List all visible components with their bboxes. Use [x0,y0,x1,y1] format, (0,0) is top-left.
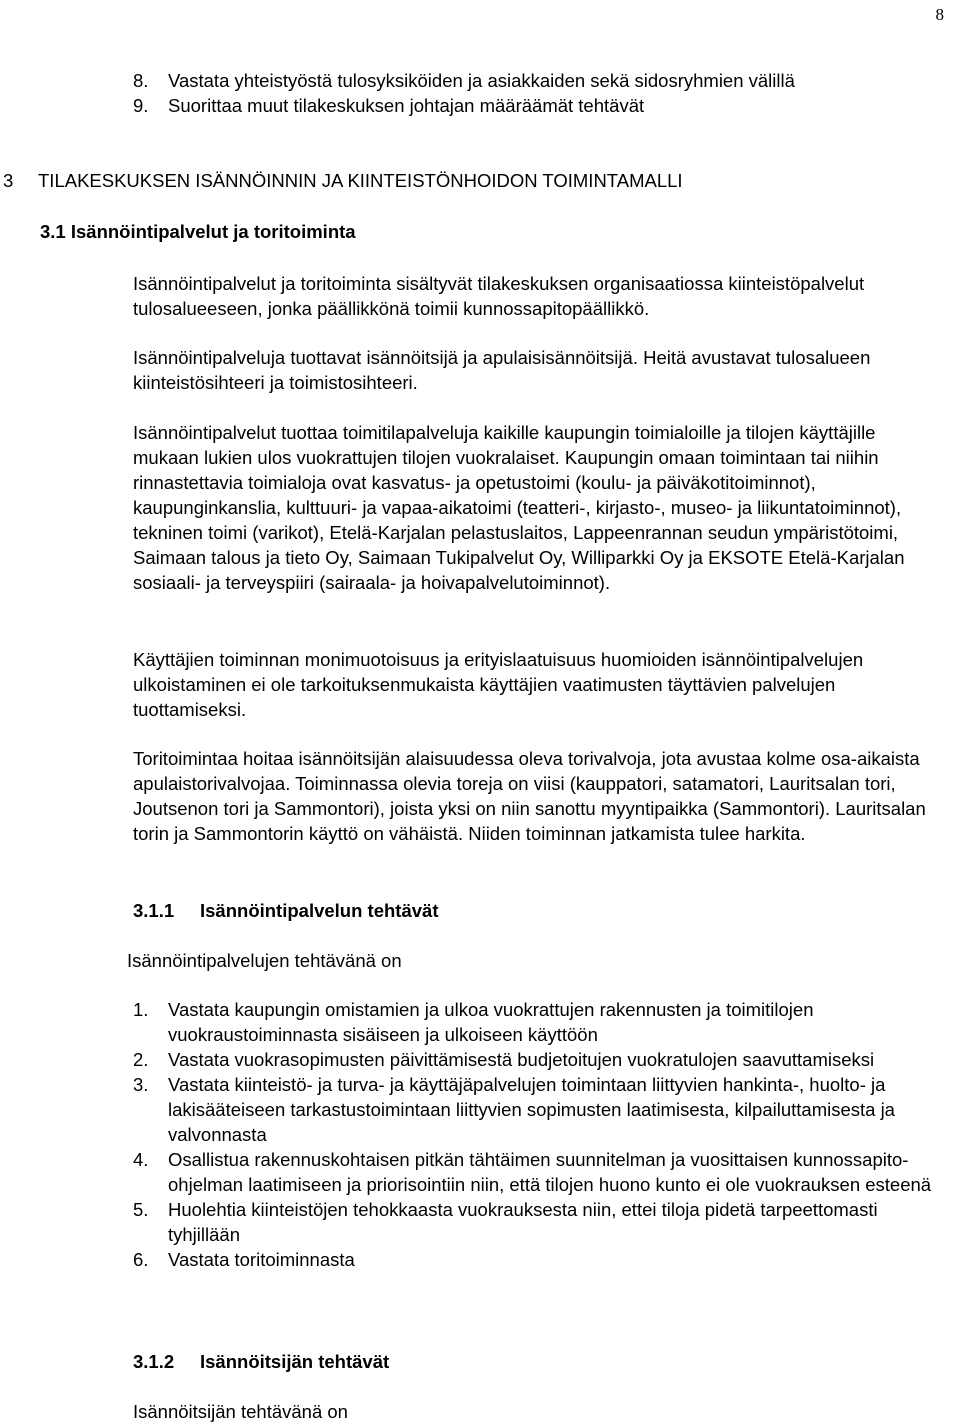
continued-task-list [133,68,933,118]
subsection-heading-1 [133,898,439,923]
paragraph-markets [133,746,933,846]
list-item [133,1247,933,1272]
list-item-text: Vastata kaupungin omistamien ja ulkoa vuokrattujen rakennusten ja toimitilojen vuokraustoiminnasta sisäiseen ja ulkoiseen käyttöön [168,999,814,1045]
paragraph-text: Isännöintipalvelut ja toritoiminta sisältyvät tilakeskuksen organisaatiossa kiinteistöpalvelut tulosalueeseen, jonka päällikkönä toimii kunnossapitopäällikkö. [133,273,865,319]
paragraph-text: Toritoimintaa hoitaa isännöitsijän alaisuudessa oleva torivalvoja, jota avustaa kolme osa-aikaista apulaistorivalvojaa. Toiminnassa olevia toreja on viisi (kauppatori, satamatori, Lauritsalan tori, Joutsenon tori ja Sammontori), joista yksi on niin sanottu myyntipaikka (Sammontori). Lauritsalan torin ja Sammontorin käyttö on vähäistä. Niiden toiminnan jatkamista tulee harkita. [133,748,926,844]
list-item [133,1197,933,1247]
subsection-intro-1: Isännöintipalvelujen tehtävänä on [127,950,402,971]
list-item-text: Suorittaa muut tilakeskuksen johtajan määräämät tehtävät [168,95,645,116]
list-item [133,93,933,118]
list-item-text: Vastata vuokrasopimusten päivittämisestä budjetoitujen vuokratulojen saavuttamiseksi [168,1049,875,1070]
paragraph-text: Isännöintipalveluja tuottavat isännöitsijä ja apulaisisännöitsijä. Heitä avustavat tulosalueen kiinteistösihteeri ja toimistosihteeri. [133,347,871,393]
subsection-number: 3.1.1 [133,900,175,921]
subsection-title: Isännöitsijän tehtävät [200,1351,390,1372]
list-item-number: 4. [133,1149,149,1170]
list-item-number: 5. [133,1199,149,1220]
subsection-intro-2: Isännöitsijän tehtävänä on [133,1401,348,1422]
list-item [133,1147,933,1197]
list-item [133,1047,933,1072]
list-item-text: Huolehtia kiinteistöjen tehokkaasta vuokrauksesta niin, ettei tiloja pidetä tarpeettomasti tyhjillään [168,1199,878,1245]
paragraph-outsourcing [133,647,933,722]
list-item [133,997,933,1047]
list-item-number: 3. [133,1074,149,1095]
list-item-number: 8. [133,70,149,91]
chapter-title: TILAKESKUKSEN ISÄNNÖINNIN JA KIINTEISTÖNHOIDON TOIMINTAMALLI [38,170,683,191]
task-list [133,997,933,1272]
subsection-title: Isännöintipalvelun tehtävät [200,900,439,921]
paragraph-staff [133,345,933,395]
subsection-heading-2 [133,1349,389,1374]
list-item-number: 1. [133,999,149,1020]
list-item-number: 2. [133,1049,149,1070]
paragraph-text: Käyttäjien toiminnan monimuotoisuus ja erityislaatuisuus huomioiden isännöintipalvelujen ulkoistaminen ei ole tarkoituksenmukaista käyttäjien vaatimusten täyttävien palvelujen tuottamiseksi. [133,649,864,720]
paragraph-services [133,420,933,595]
list-item-number: 9. [133,95,149,116]
section-heading: 3.1 Isännöintipalvelut ja toritoiminta [40,221,356,242]
subsection-number: 3.1.2 [133,1351,175,1372]
list-item [133,68,933,93]
chapter-number: 3 [3,170,14,191]
list-item-text: Vastata kiinteistö- ja turva- ja käyttäjäpalvelujen toimintaan liittyvien hankinta-, huolto- ja lakisääteiseen tarkastustoimintaan liittyvien sopimusten laatimisesta, kilpailuttamisesta ja valvonnasta [168,1074,895,1145]
list-item-text: Vastata yhteistyöstä tulosyksiköiden ja asiakkaiden sekä sidosryhmien välillä [168,70,795,91]
paragraph-organisation [133,271,933,321]
list-item-number: 6. [133,1249,149,1270]
list-item-text: Vastata toritoiminnasta [168,1249,355,1270]
list-item [133,1072,933,1147]
paragraph-text: Isännöintipalvelut tuottaa toimitilapalveluja kaikille kaupungin toimialoille ja tilojen käyttäjille mukaan lukien ulos vuokrattujen tilojen vuokralaiset. Kaupungin omaan toimintaan tai niihin rinnastettavia toimialoja ovat kasvatus- ja opetustoimi (koulu- ja päiväkotitoiminnot), kaupunginkanslia, kulttuuri- ja vapaa-aikatoimi (teatteri-, kirjasto-, museo- ja liikuntatoiminnot), tekninen toimi (varikot), Etelä-Karjalan pelastuslaitos, Lappeenrannan seudun ympäristötoimi, Saimaan talous ja tieto Oy, Saimaan Tukipalvelut Oy, Williparkki Oy ja EKSOTE Etelä-Karjalan sosiaali- ja terveyspiiri (sairaala- ja hoivapalvelutoiminnot). [133,422,905,593]
list-item-text: Osallistua rakennuskohtaisen pitkän tähtäimen suunnitelman ja vuosittaisen kunnossapito-ohjelman laatimiseen ja priorisointiin niin, että tilojen huono kunto ei ole vuokrauksen esteenä [168,1149,932,1195]
page-number: 8 [935,5,944,24]
